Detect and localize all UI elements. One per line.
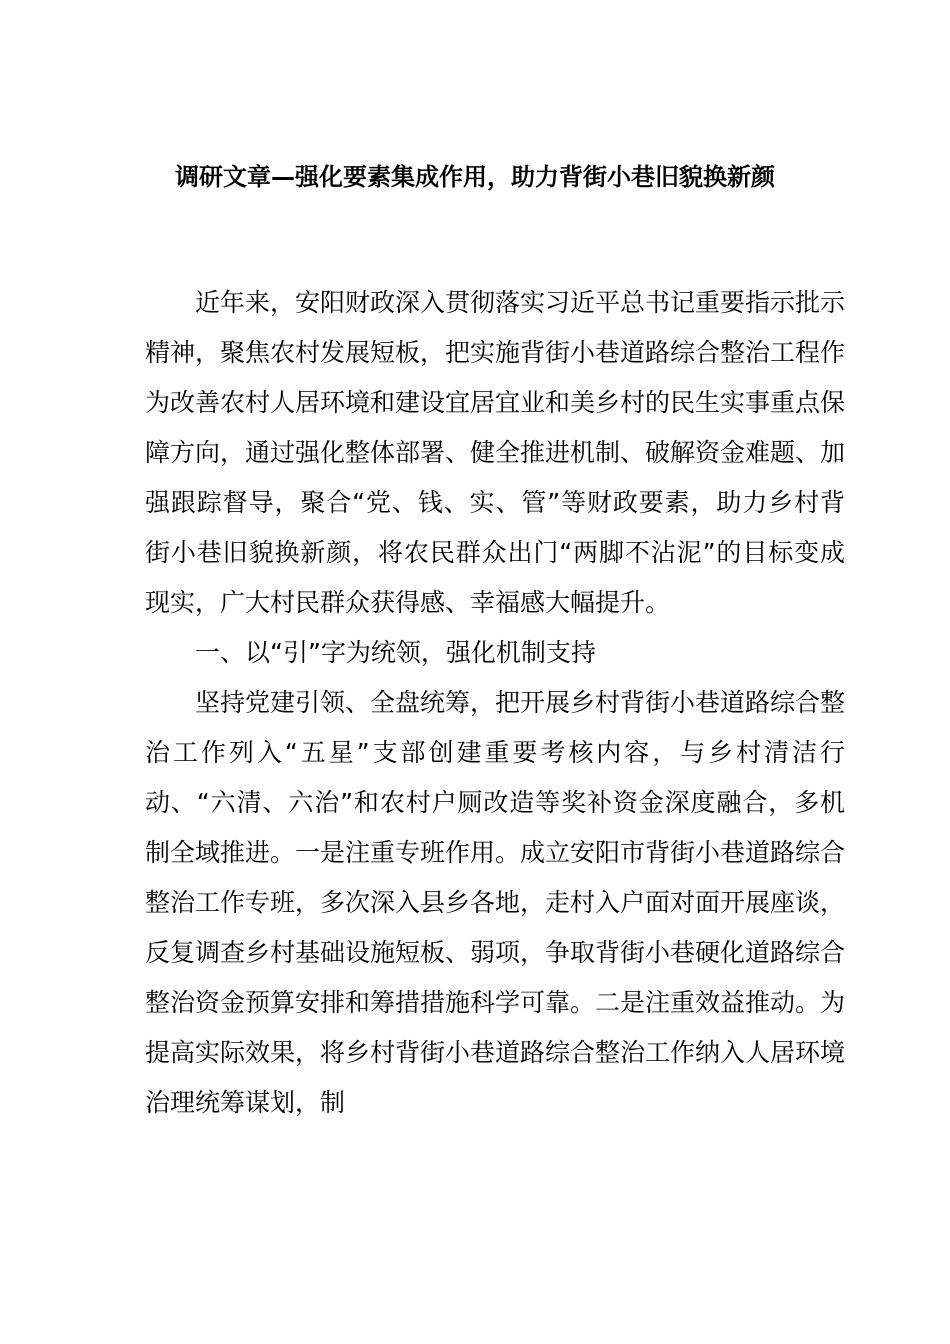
document-body (145, 278, 845, 1128)
paragraph-intro: 近年来，安阳财政深入贯彻落实习近平总书记重要指示批示精神，聚焦农村发展短板，把实施背街小巷道路综合整治工程作为改善农村人居环境和建设宜居宜业和美乡村的民生实事重点保障方向，通过强化整体部署、健全推进机制、破解资金难题、加强跟踪督导，聚合“党、钱、实、管”等财政要素，助力乡村背街小巷旧貌换新颜，将农民群众出门“两脚不沾泥”的目标变成现实，广大村民群众获得感、幸福感大幅提升。 (145, 288, 846, 617)
section-heading-1: 一、以“引”字为统领，强化机制支持 (195, 638, 596, 667)
paragraph-section-1: 坚持党建引领、全盘统筹，把开展乡村背街小巷道路综合整治工作列入“五星”支部创建重要考核内容，与乡村清洁行动、“六清、六治”和农村户厕改造等奖补资金深度融合，多机制全域推进。一是注重专班作用。成立安阳市背街小巷道路综合整治工作专班，多次深入县乡各地，走村入户面对面开展座谈，反复调查乡村基础设施短板、弱项，争取背街小巷硬化道路综合整治资金预算安排和筹措措施科学可靠。二是注重效益推动。为提高实际效果，将乡村背街小巷道路综合整治工作纳入人居环境治理统筹谋划，制 (145, 688, 846, 1117)
document-title: 调研文章—强化要素集成作用，助力背街小巷旧貌换新颜 (175, 163, 775, 191)
